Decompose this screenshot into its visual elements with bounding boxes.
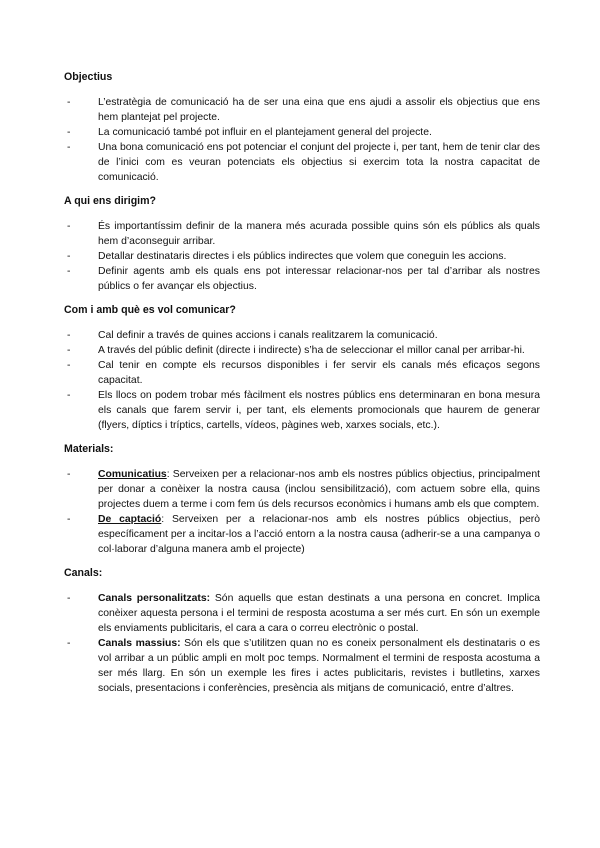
section-materials bbox=[64, 442, 540, 557]
list-item-text: : Serveixen per a relacionar-nos amb els nostres públics objectius, principalment per donar a conèixer la nostra causa (inclou sensibilització), com actuem sobre ella, quins projectes duem a terme i com fem ús dels recursos econòmics i humans amb els que comptem. bbox=[98, 469, 540, 510]
section-a-qui-ens-dirigim bbox=[64, 194, 540, 294]
dash-bullet: - bbox=[67, 593, 71, 604]
dash-bullet: - bbox=[67, 390, 71, 401]
dash-bullet: - bbox=[67, 330, 71, 341]
section-heading: Canals: bbox=[64, 567, 103, 579]
dash-bullet: - bbox=[67, 97, 71, 108]
dash-bullet: - bbox=[67, 469, 71, 480]
dash-bullet: - bbox=[67, 514, 71, 525]
bullet-list bbox=[64, 219, 540, 294]
bullet-list bbox=[64, 467, 540, 557]
bullet-list bbox=[64, 591, 540, 696]
dash-bullet: - bbox=[67, 638, 71, 649]
section-heading: Materials: bbox=[64, 443, 114, 455]
dash-bullet: - bbox=[67, 127, 71, 138]
list-item-text: La comunicació també pot influir en el plantejament general del projecte. bbox=[98, 127, 432, 138]
dash-bullet: - bbox=[67, 221, 71, 232]
dash-bullet: - bbox=[67, 142, 71, 153]
list-item-text: Són els que s’utilitzen quan no es coneix personalment els destinataris o es vol arribar a un públic ampli en molt poc temps. Normalment el termini de resposta acostuma a ser més llarg. En són un exemple les fires i actes publicitaris, revistes i butlletins, xarxes socials, presentacions i conferències, presència als mitjans de comunicació, entre d’altres. bbox=[98, 638, 540, 694]
list-item-text: Cal definir a través de quines accions i canals realitzarem la comunicació. bbox=[98, 330, 438, 341]
list-item-text: Definir agents amb els quals ens pot interessar relacionar-nos per tal d’arribar als nostres públics o fer avançar els objectius. bbox=[98, 266, 540, 292]
list-item-text: Cal tenir en compte els recursos disponibles i fer servir els canals més eficaços segons capacitat. bbox=[98, 360, 540, 386]
item-lead-term: Comunicatius bbox=[98, 469, 167, 480]
section-heading: Objectius bbox=[64, 71, 113, 83]
list-item-text: Una bona comunicació ens pot potenciar el conjunt del projecte i, per tant, hem de tenir clar des de l’inici com es veuran potenciats els objectius si exercim tota la nostra capacitat de comunicació. bbox=[98, 142, 540, 183]
section-heading: Com i amb què es vol comunicar? bbox=[64, 304, 236, 316]
list-item-text: A través del públic definit (directe i indirecte) s’ha de seleccionar el millor canal per arribar-hi. bbox=[98, 345, 525, 356]
list-item bbox=[64, 358, 540, 388]
list-item-text: L’estratègia de comunicació ha de ser una eina que ens ajudi a assolir els objectius que ens hem plantejat pel projecte. bbox=[98, 97, 540, 123]
section-objectius bbox=[64, 70, 540, 185]
list-item-text: Els llocs on podem trobar més fàcilment els nostres públics ens determinaran en bona mesura els canals que farem servir i, per tant, els elements promocionals que haurem de generar (flyers, díptics i tríptics, cartells, vídeos, pàgines web, xarxes socials, etc.). bbox=[98, 390, 540, 431]
dash-bullet: - bbox=[67, 251, 71, 262]
item-lead-term: De captació bbox=[98, 514, 162, 525]
list-item bbox=[64, 328, 540, 343]
section-canals bbox=[64, 566, 540, 696]
list-item bbox=[64, 264, 540, 294]
list-item bbox=[64, 591, 540, 636]
list-item-text: Són aquells que estan destinats a una persona en concret. Implica conèixer aquesta persona i el termini de resposta acostuma a ser més curt. En són un exemple els enviaments publicitaris, el cara a cara o correu electrònic o postal. bbox=[98, 593, 541, 634]
list-item bbox=[64, 219, 540, 249]
list-item-text: Detallar destinataris directes i els públics indirectes que volem que coneguin les accions. bbox=[98, 251, 507, 262]
dash-bullet: - bbox=[67, 345, 71, 356]
bullet-list bbox=[64, 328, 540, 433]
section-com-i-amb-que bbox=[64, 303, 540, 433]
bullet-list bbox=[64, 95, 540, 185]
item-lead-term: Canals massius: bbox=[98, 638, 181, 649]
list-item bbox=[64, 125, 540, 140]
dash-bullet: - bbox=[67, 360, 71, 371]
list-item-text: : Serveixen per a relacionar-nos amb els nostres públics objectius, però específicament per a incitar-los a l’acció entorn a la nostra causa (adherir-se a una campanya o col·laborar d’alguna manera amb el projecte) bbox=[98, 514, 541, 555]
list-item-text: És importantíssim definir de la manera més acurada possible quins són els públics als quals hem d’aconseguir arribar. bbox=[98, 221, 540, 247]
list-item bbox=[64, 512, 540, 557]
list-item bbox=[64, 140, 540, 185]
item-lead-term: Canals personalitzats: bbox=[98, 593, 211, 604]
section-heading: A qui ens dirigim? bbox=[64, 195, 157, 207]
list-item bbox=[64, 636, 540, 696]
list-item bbox=[64, 467, 540, 512]
list-item bbox=[64, 388, 540, 433]
dash-bullet: - bbox=[67, 266, 71, 277]
list-item bbox=[64, 249, 540, 264]
list-item bbox=[64, 343, 540, 358]
list-item bbox=[64, 95, 540, 125]
